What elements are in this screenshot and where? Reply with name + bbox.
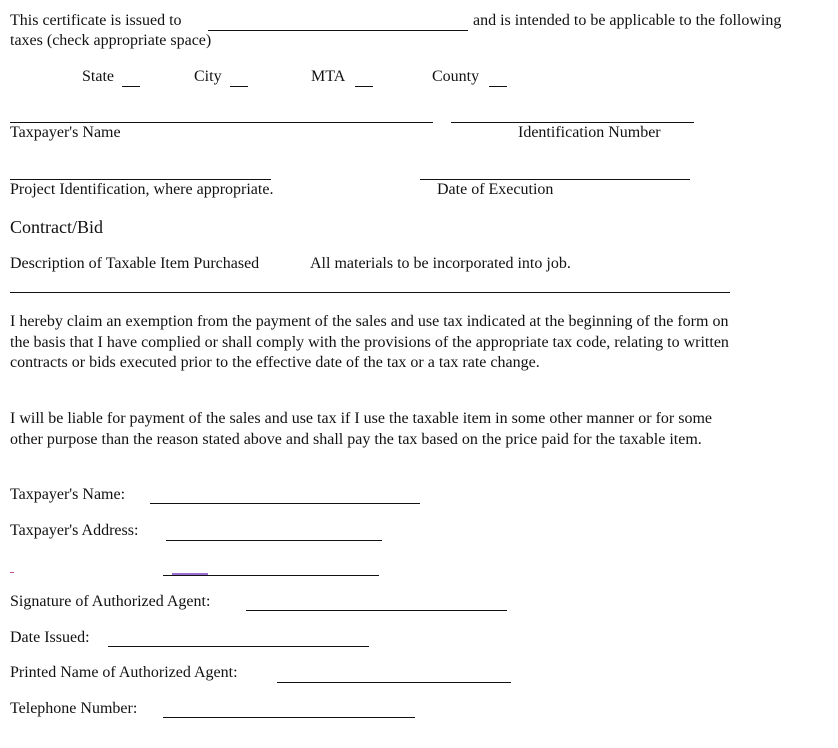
issued-to-field[interactable] bbox=[208, 30, 468, 31]
taxpayer-address-input[interactable] bbox=[166, 540, 382, 541]
printed-name-label: Printed Name of Authorized Agent: bbox=[10, 664, 238, 681]
telephone-label: Telephone Number: bbox=[10, 700, 138, 717]
mta-checkbox[interactable] bbox=[355, 86, 373, 87]
taxes-instruction: taxes (check appropriate space) bbox=[10, 32, 212, 49]
taxpayer-name-label: Taxpayer's Name: bbox=[10, 486, 126, 503]
telephone-input[interactable] bbox=[163, 717, 415, 718]
date-of-execution-caption: Date of Execution bbox=[437, 181, 554, 198]
description-value: All materials to be incorporated into job. bbox=[310, 255, 571, 272]
liability-paragraph: I will be liable for payment of the sales and use tax if I use the taxable item in some other manner or for some other purpose than the reason stated above and shall pay the tax based on the price paid for the taxable item. bbox=[10, 410, 712, 448]
date-issued-input[interactable] bbox=[108, 646, 369, 647]
county-checkbox[interactable] bbox=[489, 86, 507, 87]
signature-input[interactable] bbox=[246, 610, 507, 611]
identification-number-caption: Identification Number bbox=[518, 124, 661, 141]
city-checkbox[interactable] bbox=[230, 86, 248, 87]
county-label: County bbox=[432, 68, 480, 85]
applicable-text: and is intended to be applicable to the following bbox=[473, 12, 782, 29]
taxpayer-name-input[interactable] bbox=[150, 503, 420, 504]
mta-label: MTA bbox=[311, 68, 346, 85]
project-identification-caption: Project Identification, where appropriate. bbox=[10, 181, 274, 198]
signature-label: Signature of Authorized Agent: bbox=[10, 593, 211, 610]
state-label: State bbox=[82, 68, 114, 85]
contract-bid-heading: Contract/Bid bbox=[10, 217, 103, 237]
city-label: City bbox=[194, 68, 222, 85]
date-issued-label: Date Issued: bbox=[10, 629, 90, 646]
issued-to-label: This certificate is issued to bbox=[10, 12, 182, 29]
description-line[interactable] bbox=[10, 292, 730, 293]
state-checkbox[interactable] bbox=[122, 86, 140, 87]
exemption-claim-paragraph: I hereby claim an exemption from the payment of the sales and use tax indicated at the beginning of the form on the basis that I have complied or shall comply with the provisions of the appropriate tax code, relating to written contracts or bids executed prior to the effective date of the tax or a tax rate change. bbox=[10, 313, 729, 371]
printed-name-input[interactable] bbox=[277, 682, 511, 683]
margin-mark bbox=[10, 572, 14, 573]
taxpayer-address-line-2[interactable] bbox=[163, 575, 379, 576]
taxpayer-address-label: Taxpayer's Address: bbox=[10, 522, 139, 539]
taxpayer-name-caption: Taxpayer's Name bbox=[10, 124, 121, 141]
description-label: Description of Taxable Item Purchased bbox=[10, 255, 260, 272]
